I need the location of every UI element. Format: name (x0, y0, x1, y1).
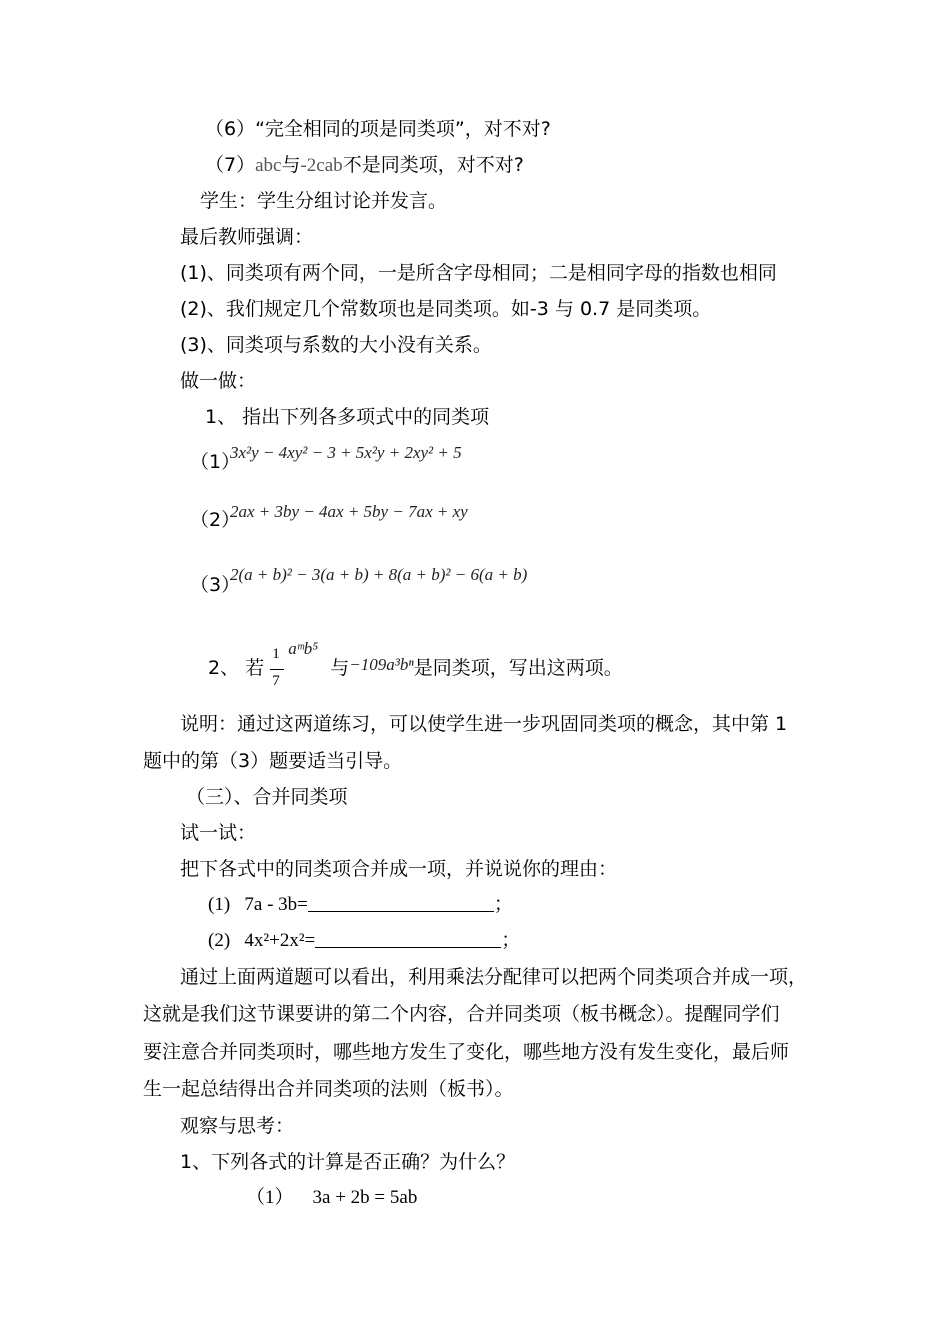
answer-blank-1[interactable] (308, 893, 494, 912)
expression-3: 2(a + b)² − 3(a + b) + 8(a + b)² − 6(a + b) (230, 565, 528, 584)
calc-item-1 (246, 1186, 417, 1210)
merge-2-label: (2) (208, 930, 231, 951)
answer-blank-2[interactable] (315, 929, 501, 948)
question-7 (205, 153, 524, 178)
expression-3-label: （3） (190, 574, 241, 596)
note-line-2: 题中的第（3）题要适当引导。 (143, 750, 403, 772)
connector-text: 与 (281, 154, 301, 176)
merge-2-end: ； (501, 930, 521, 951)
paragraph-line-2: 这就是我们这节课要讲的第二个内容，合并同类项（板书概念）。提醒同学们 (143, 1003, 780, 1025)
question-7-number: （7） (205, 154, 256, 176)
task-2-suffix: 是同类项，写出这两项。 (413, 657, 623, 679)
fraction-bar (270, 669, 284, 670)
point-3: (3)、同类项与系数的大小没有关系。 (180, 334, 492, 356)
point-1: (1)、同类项有两个同，一是所含字母相同；二是相同字母的指数也相同 (180, 262, 777, 284)
student-response: 学生：学生分组讨论并发言。 (200, 190, 448, 212)
fraction-denominator: 7 (272, 672, 280, 689)
paragraph-line-1: 通过上面两道题可以看出，利用乘法分配律可以把两个同类项合并成一项， (180, 966, 808, 988)
expression-2: 2ax + 3by − 4ax + 5by − 7ax + xy (230, 502, 468, 521)
observe-heading: 观察与思考： (180, 1115, 295, 1137)
fraction-one-seventh (270, 644, 288, 694)
exercise-heading: 做一做： (180, 370, 257, 392)
merge-exercise-1 (208, 893, 513, 917)
term-minus-109: −109a³bⁿ (349, 655, 414, 674)
calc-1-label: （1） (246, 1187, 294, 1208)
merge-1-expression: 7a - 3b= (244, 894, 308, 915)
paragraph-line-4: 生一起总结得出合并同类项的法则（板书）。 (143, 1078, 514, 1100)
task-1: 1、 指出下列各多项式中的同类项 (205, 406, 490, 428)
note-line-1: 说明：通过这两道练习，可以使学生进一步巩固同类项的概念，其中第 1 (180, 713, 788, 735)
merge-1-label: (1) (208, 894, 231, 915)
term-minus-2cab: -2cab (300, 155, 343, 176)
calc-question: 1、下列各式的计算是否正确？为什么？ (180, 1151, 516, 1173)
point-2: (2)、我们规定几个常数项也是同类项。如-3 与 0.7 是同类项。 (180, 298, 712, 320)
task-2 (208, 639, 623, 694)
merge-1-end: ； (493, 894, 513, 915)
paragraph-line-3: 要注意合并同类项时，哪些地方发生了变化，哪些地方没有发生变化，最后师 (143, 1041, 790, 1063)
expression-1: 3x²y − 4xy² − 3 + 5x²y + 2xy² + 5 (230, 443, 462, 462)
term-a-m-b-5: aᵐb⁵ (288, 639, 319, 658)
question-7-text: 不是同类项，对不对? (342, 154, 524, 176)
task-2-connector: 与 (330, 657, 350, 679)
teacher-emphasis: 最后教师强调： (180, 226, 314, 248)
term-abc: abc (255, 155, 282, 176)
expression-2-label: （2） (190, 509, 241, 531)
question-6: （6）“完全相同的项是同类项”，对不对? (205, 118, 551, 140)
try-it-heading: 试一试： (180, 822, 257, 844)
expression-1-label: （1） (190, 451, 241, 473)
fraction-numerator: 1 (272, 645, 280, 662)
merge-instruction: 把下各式中的同类项合并成一项，并说说你的理由： (180, 858, 618, 880)
merge-exercise-2 (208, 929, 520, 953)
task-2-prefix: 2、 若 (208, 657, 265, 679)
merge-2-expression: 4x²+2x²= (244, 930, 316, 951)
section-heading-3: （三）、合并同类项 (186, 786, 348, 808)
calc-1-expression: 3a + 2b = 5ab (312, 1187, 418, 1208)
